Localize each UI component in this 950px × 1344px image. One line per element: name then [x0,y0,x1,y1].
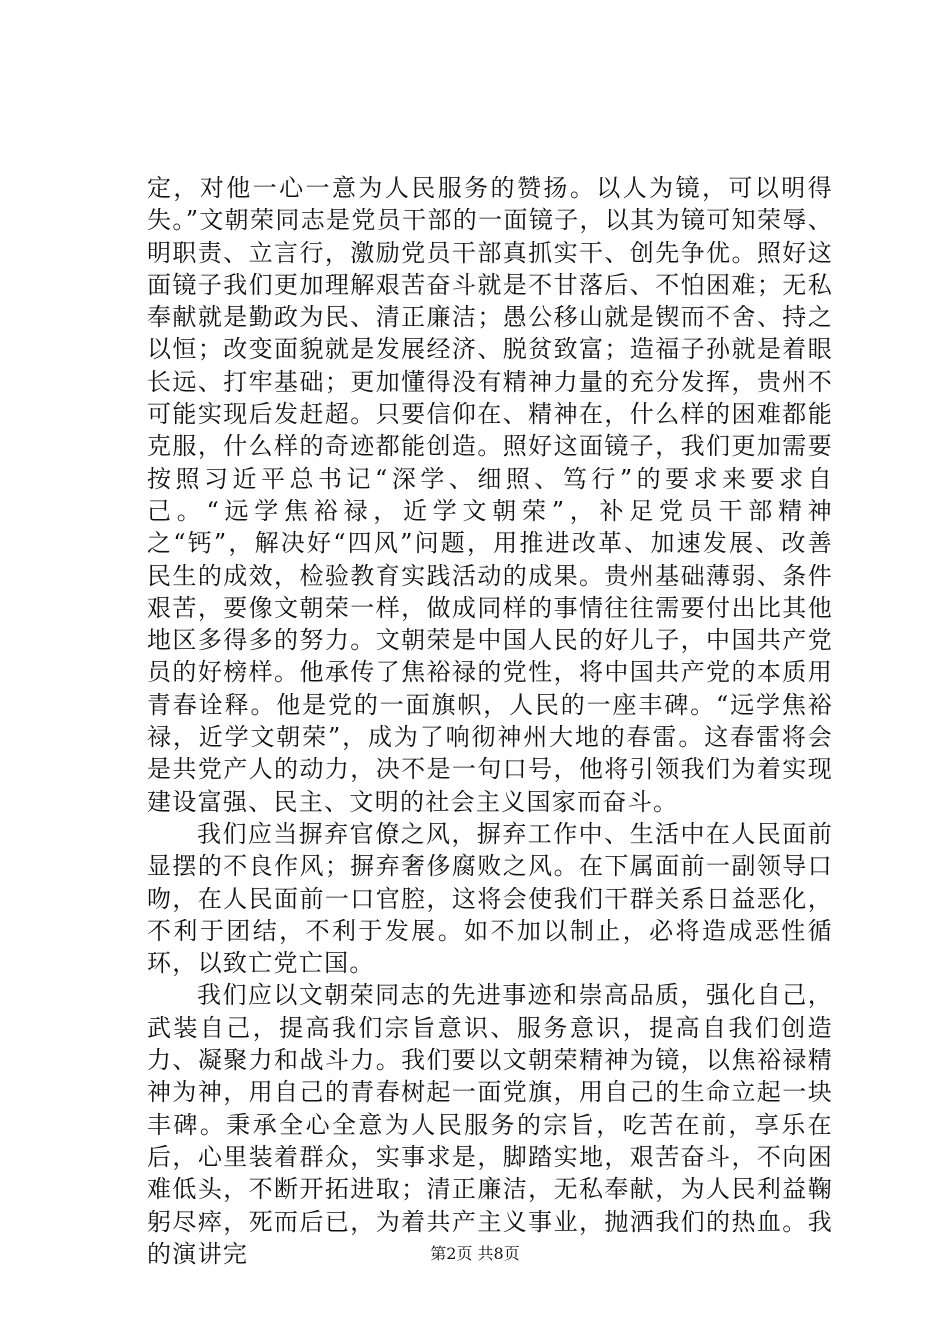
paragraph-3: 我们应以文朝荣同志的先进事迹和崇高品质，强化自己，武装自己，提高我们宗旨意识、服务意识，提高自我们创造力、凝聚力和战斗力。我们要以文朝荣精神为镜，以焦裕禄精神为神，用自己的青春树起一面党旗，用自己的生命立起一块丰碑。秉承全心全意为人民服务的宗旨，吃苦在前，享乐在后，心里装着群众，实事求是，脚踏实地，艰苦奋斗，不向困难低头，不断开拓进取；清正廉洁，无私奉献，为人民利益鞠躬尽瘁，死而后已，为着共产主义事业，抛洒我们的热血。我的演讲完 [147,981,833,1268]
document-body [147,172,833,1270]
paragraph-1: 定，对他一心一意为人民服务的赞扬。以人为镜，可以明得失。”文朝荣同志是党员干部的一面镜子，以其为镜可知荣辱、明职责、立言行，激励党员干部真抓实干、创先争优。照好这面镜子我们更加理解艰苦奋斗就是不甘落后、不怕困难；无私奉献就是勤政为民、清正廉洁；愚公移山就是锲而不舍、持之以恒；改变面貌就是发展经济、脱贫致富；造福子孙就是着眼长远、打牢基础；更加懂得没有精神力量的充分发挥，贵州不可能实现后发赶超。只要信仰在、精神在，什么样的困难都能克服，什么样的奇迹都能创造。照好这面镜子，我们更加需要按照习近平总书记“深学、细照、笃行”的要求来要求自己。“远学焦裕禄，近学文朝荣”，补足党员干部精神之“钙”，解决好“四风”问题，用推进改革、加速发展、改善民生的成效，检验教育实践活动的成果。贵州基础薄弱、条件艰苦，要像文朝荣一样，做成同样的事情往往需要付出比其他地区多得多的努力。文朝荣是中国人民的好儿子，中国共产党员的好榜样。他承传了焦裕禄的党性，将中国共产党的本质用青春诠释。他是党的一面旗帜，人民的一座丰碑。“远学焦裕禄，近学文朝荣”，成为了响彻神州大地的春雷。这春雷将会是共党产人的动力，决不是一句口号，他将引领我们为着实现建设富强、民主、文明的社会主义国家而奋斗。 [147,174,833,816]
paragraph-2: 我们应当摒弃官僚之风，摒弃工作中、生活中在人民面前显摆的不良作风；摒弃奢侈腐败之风。在下属面前一副领导口吻，在人民面前一口官腔，这将会使我们干群关系日益恶化，不利于团结，不利于发展。如不加以制止，必将造成恶性循环，以致亡党亡国。 [147,819,833,978]
page-number-footer: 第2页 共8页 [430,1244,520,1263]
